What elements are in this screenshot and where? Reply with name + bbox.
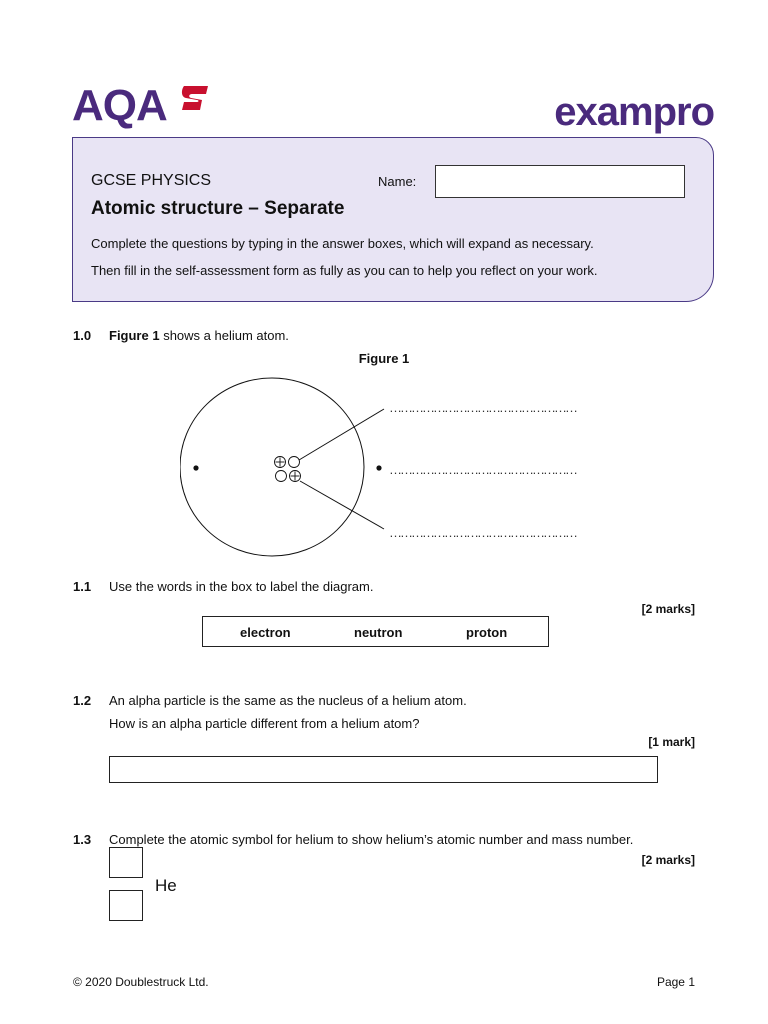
answer-input-1-2[interactable]: [109, 756, 658, 783]
instruction-text-1: Complete the questions by typing in the answer boxes, which will expand as necessary.: [91, 236, 594, 251]
exampro-logo-ex: ex: [554, 90, 597, 134]
exampro-logo: [554, 90, 714, 134]
atomic-number-input[interactable]: [109, 890, 143, 921]
name-input[interactable]: [435, 165, 685, 198]
aqa-logo: [72, 81, 212, 132]
helium-symbol: He: [155, 876, 177, 895]
word-proton: proton: [466, 625, 508, 640]
aqa-flag-icon: [180, 84, 210, 112]
electron-right: [376, 465, 381, 470]
instruction-text-2: Then fill in the self-assessment form as fully as you can to help you reflect on your work.: [91, 263, 598, 278]
question-number-1-3: 1.3: [73, 832, 92, 847]
footer-copyright: © 2020 Doublestruck Ltd.: [73, 975, 209, 989]
electron-orbit: [180, 378, 364, 556]
name-label: Name:: [378, 174, 417, 189]
word-neutron: neutron: [354, 625, 403, 640]
label-line-top[interactable]: ……………………………………………: [389, 400, 576, 415]
question-number-1-1: 1.1: [73, 579, 92, 594]
exampro-logo-rest: mpro: [618, 90, 714, 134]
question-text-1-1: Use the words in the box to label the diagram.: [109, 579, 374, 594]
label-line-bottom[interactable]: ……………………………………………: [389, 525, 576, 540]
marks-1-1: [2 marks]: [641, 602, 695, 616]
word-electron: electron: [240, 625, 291, 640]
marks-1-3: [2 marks]: [641, 853, 695, 867]
page-title: Atomic structure – Separate: [91, 198, 345, 219]
nucleus: [275, 457, 301, 482]
question-text-1-0-rest: shows a helium atom.: [159, 328, 289, 343]
footer-page-number: Page 1: [656, 975, 695, 989]
question-text-1-3: Complete the atomic symbol for helium to show helium’s atomic number and mass number.: [109, 832, 634, 847]
mass-number-input[interactable]: [109, 847, 143, 878]
question-text-1-2a: An alpha particle is the same as the nucleus of a helium atom.: [109, 693, 467, 708]
question-number-1-0: 1.0: [73, 328, 92, 343]
aqa-logo-text: AQA: [72, 81, 167, 130]
question-number-1-2: 1.2: [73, 693, 92, 708]
leader-line-bottom: [300, 481, 384, 529]
label-line-middle[interactable]: ……………………………………………: [389, 462, 576, 477]
question-text-1-0: [109, 328, 289, 343]
subject-label: GCSE PHYSICS: [91, 172, 212, 189]
electron-left: [193, 465, 198, 470]
question-text-1-2b: How is an alpha particle different from a helium atom?: [109, 716, 420, 731]
leader-line-top: [299, 409, 384, 460]
marks-1-2: [1 mark]: [648, 735, 695, 749]
exampro-logo-a: a: [596, 90, 618, 134]
figure-label: Figure 1: [358, 351, 410, 366]
figure-reference: Figure 1: [109, 328, 160, 343]
